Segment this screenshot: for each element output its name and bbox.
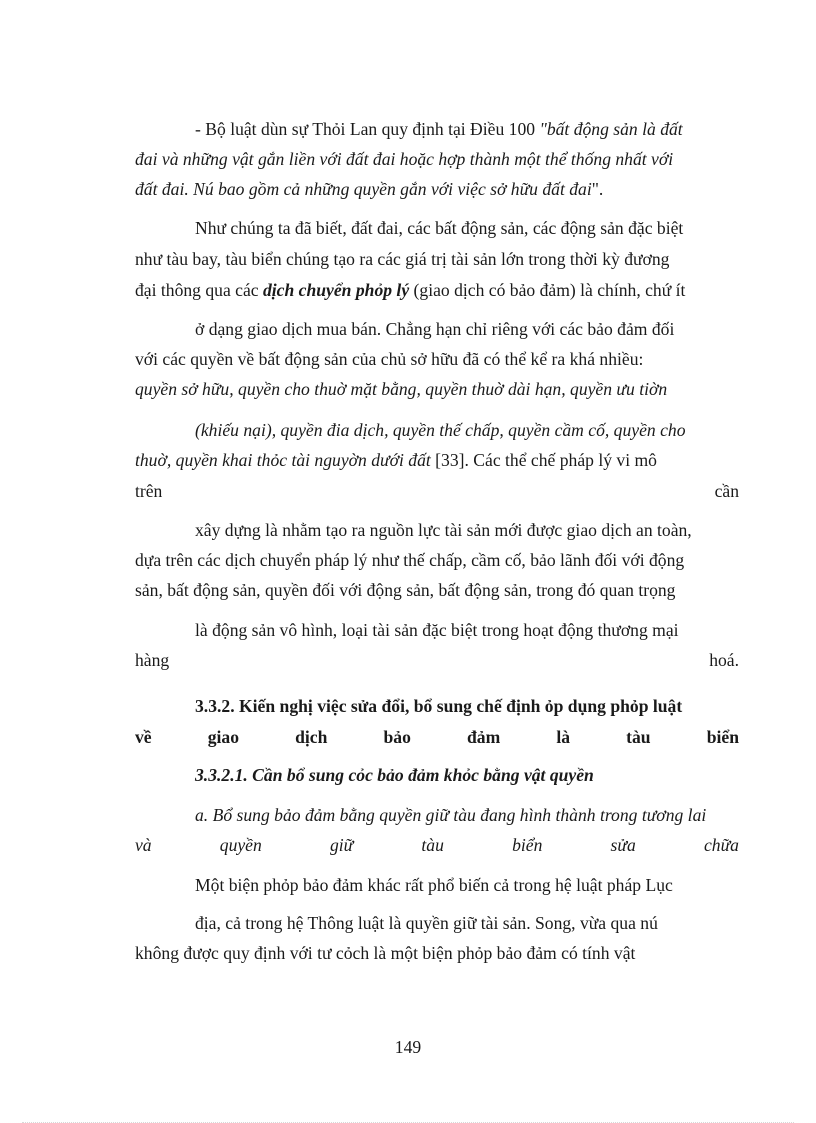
para-line: (khiếu nại), quyền đia dịch, quyền thế chấp, quyền cầm cố, quyền cho: [195, 420, 686, 440]
page-number: 149: [394, 1037, 422, 1057]
para-line: quyền sở hữu, quyền cho thuờ mặt bằng, quyền thuờ dài hạn, quyền ưu tiờn: [135, 379, 668, 399]
para-line: - Bộ luật dùn sự Thỏi Lan quy định tại Điều 100 "bất động sản là đất: [195, 119, 683, 139]
section-heading: 3.3.2. Kiến nghị việc sửa đổi, bổ sung chế định ỏp dụng phỏp luật: [195, 696, 683, 716]
para-line: hàng hoá.: [135, 650, 739, 670]
para-line: như tàu bay, tàu biển chúng tạo ra các giá trị tài sản lớn trong thời kỳ đương: [135, 249, 670, 269]
subheading-a: a. Bổ sung bảo đảm bằng quyền giữ tàu đang hình thành trong tương lai: [195, 805, 707, 825]
para-line: địa, cả trong hệ Thông luật là quyền giữ tài sản. Song, vừa qua nú: [195, 913, 658, 933]
para-line: dựa trên các dịch chuyển pháp lý như thế chấp, cầm cố, bảo lãnh đối với động: [135, 550, 685, 570]
section-heading-cont: về giao dịch bảo đảm là tàu biển: [135, 727, 739, 747]
para-line: không được quy định với tư cỏch là một biện phỏp bảo đảm có tính vật: [135, 943, 636, 963]
para-line: đất đai. Nú bao gồm cả những quyền gắn với việc sở hữu đất đai".: [135, 179, 604, 199]
para-line: ở dạng giao dịch mua bán. Chẳng hạn chỉ riêng với các bảo đảm đối: [195, 319, 675, 339]
para-line: đai và những vật gắn liền với đất đai hoặc hợp thành một thể thống nhất với: [135, 149, 674, 169]
subsection-heading: 3.3.2.1. Cần bổ sung cỏc bảo đảm khỏc bằng vật quyền: [195, 765, 594, 785]
para-line: sản, bất động sản, quyền đối với động sản, bất động sản, trong đó quan trọng: [135, 580, 676, 600]
subheading-a-cont: và quyền giữ tàu biển sửa chữa: [135, 835, 739, 855]
para-line: Như chúng ta đã biết, đất đai, các bất động sản, các động sản đặc biệt: [195, 218, 684, 238]
para-line: là động sản vô hình, loại tài sản đặc biệt trong hoạt động thương mại: [195, 620, 679, 640]
para-line: Một biện phỏp bảo đảm khác rất phổ biến cả trong hệ luật pháp Lục: [195, 875, 673, 895]
para-line: xây dựng là nhằm tạo ra nguồn lực tài sản mới được giao dịch an toàn,: [195, 520, 692, 540]
para-line: với các quyền về bất động sản của chủ sở hữu đã có thể kể ra khá nhiều:: [135, 349, 644, 369]
para-line: đại thông qua các dịch chuyển phỏp lý (giao dịch có bảo đảm) là chính, chứ ít: [135, 280, 686, 300]
para-line: thuờ, quyền khai thỏc tài nguyờn dưới đất [33]. Các thể chế pháp lý vi mô: [135, 450, 657, 470]
para-line: trên cần: [135, 481, 739, 501]
